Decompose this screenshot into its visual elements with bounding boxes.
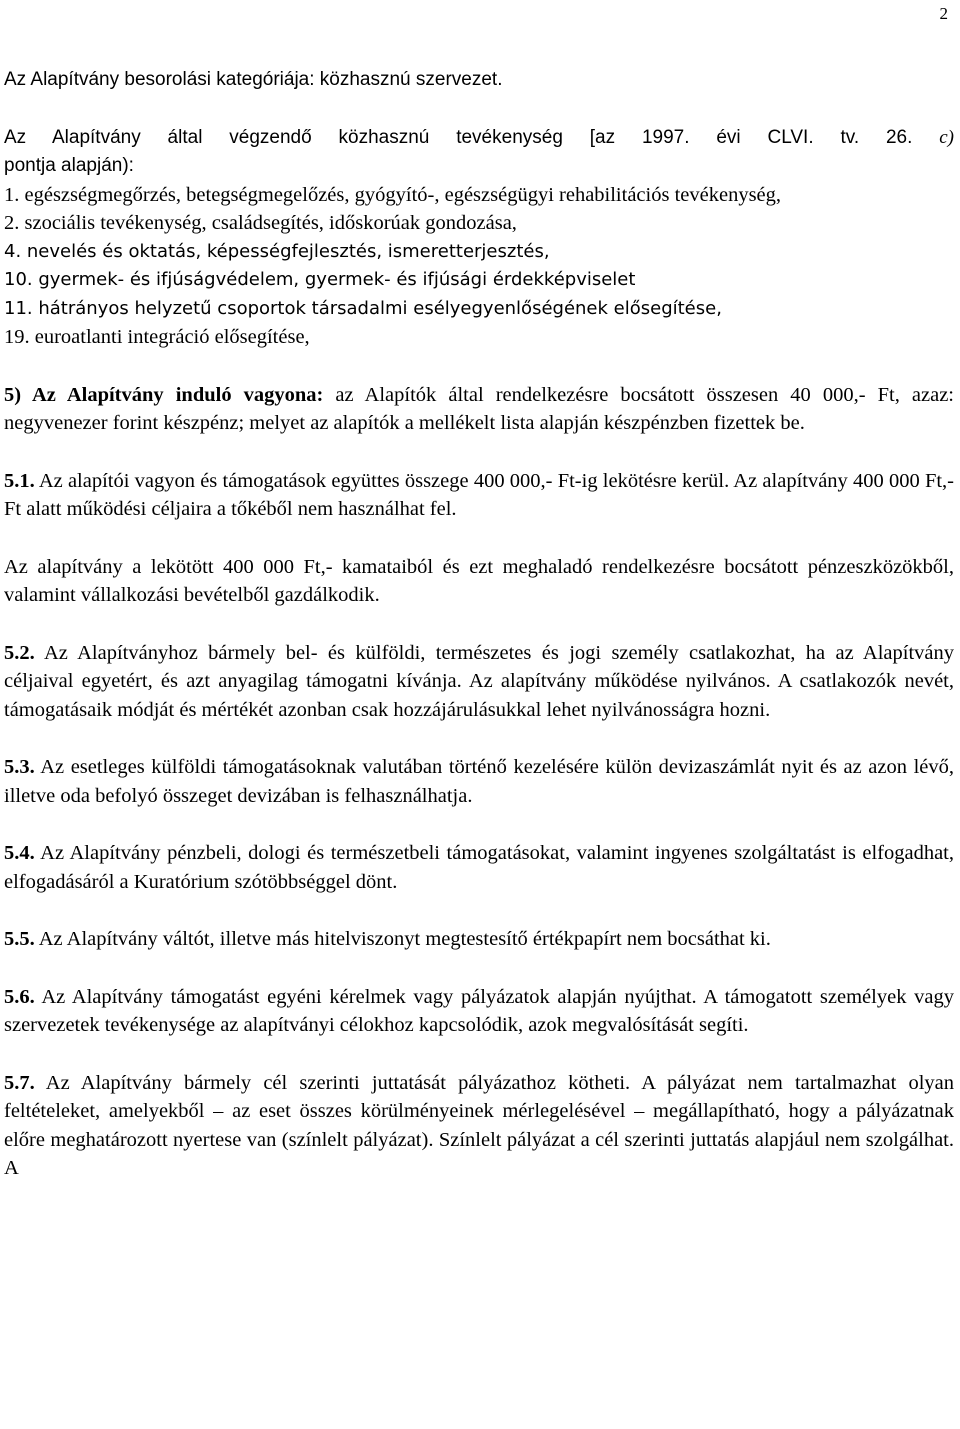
activity-list [4, 181, 954, 352]
section-5-6 [4, 983, 954, 1040]
activity-item: 2. szociális tevékenység, családsegítés, időskorúak gondozása, [4, 212, 517, 234]
activity-intro-text: Az Alapítvány által végzendő közhasznú tevékenység [az 1997. évi CLVI. tv. 26. [4, 126, 913, 148]
document-body [4, 66, 954, 1183]
section-5-3-label: 5.3. [4, 756, 35, 778]
section-5-4-label: 5.4. [4, 842, 35, 864]
activity-item: 1. egészségmegőrzés, betegségmegelőzés, gyógyító-, egészségügyi rehabilitációs tevékenység, [4, 183, 782, 206]
section-5-5-text: Az Alapítvány váltót, illetve más hitelviszonyt megtestesítő értékpapírt nem bocsáthat ki. [38, 928, 771, 950]
section-5-2-label: 5.2. [4, 641, 35, 664]
section-5-7-text: Az Alapítvány bármely cél szerinti juttatását pályázathoz kötheti. A pályázat nem tartalmazhat olyan feltételeket, amelyekből – az eset összes körülményeinek mérlegelésével – megállapítható, hogy a pályázatnak előre meghatározott nyertese van (színlelt pályázat). Színlelt pályázat a cél szerinti juttatás alapjául nem szolgálhat. A [4, 1071, 954, 1179]
category-line: Az Alapítvány besorolási kategóriája: közhasznú szervezet. [4, 69, 503, 90]
section-5-1-text: Az alapítói vagyon és támogatások együttes összege 400 000,- Ft-ig lekötésre kerül. Az alapítvány 400 000 Ft,- Ft alatt működési céljaira a tőkéből nem használhat fel. [4, 469, 954, 520]
section-5-5-label: 5.5. [4, 928, 35, 950]
section-5-1-para2: Az alapítvány a lekötött 400 000 Ft,- kamataiból és ezt meghaladó rendelkezésre bocsátott pénzeszközökből, valamint vállalkozási bevételből gazdálkodik. [4, 555, 954, 606]
section-5-2 [4, 639, 954, 725]
section-5-2-text: Az Alapítványhoz bármely bel- és külföldi, természetes és jogi személy csatlakozhat, ha az Alapítvány céljaival egyetért, és azt anyagilag támogatni kívánja. Az alapítvány működése nyilvános. A csatlakozók nevét, támogatásaik módját és mértékét azonban csak hozzájárulásukkal lehet nyilvánosságra hozni. [4, 641, 954, 721]
section-5 [4, 381, 954, 438]
activity-intro [4, 124, 954, 153]
section-5-text: az Alapítók által rendelkezésre bocsátott összesen 40 000,- Ft, azaz: negyvenezer forint készpénz; melyet az alapítók a mellékelt lista alapján készpénzben fizettek be. [4, 383, 954, 434]
section-5-4-text: Az Alapítvány pénzbeli, dologi és természetbeli támogatásokat, valamint ingyenes szolgáltatást is elfogadhat, elfogadásáról a Kuratórium szótöbbséggel dönt. [4, 842, 954, 893]
activity-intro-letter: c) [939, 126, 955, 148]
section-5-7-label: 5.7. [4, 1071, 35, 1094]
section-5-label: 5) Az Alapítvány induló vagyona: [4, 383, 324, 406]
section-5-4 [4, 839, 954, 896]
page-number: 2 [939, 4, 948, 23]
section-5-7 [4, 1069, 954, 1183]
section-5-3-text: Az esetleges külföldi támogatásoknak valutában történő kezelésére külön devizaszámlát nyit és az azon lévő, illetve oda befolyó összeget devizában is felhasználhatja. [4, 756, 954, 807]
section-5-1-label: 5.1. [4, 469, 35, 492]
section-5-6-label: 5.6. [4, 985, 35, 1008]
activity-intro-cont: pontja alapján): [4, 155, 134, 176]
section-5-3 [4, 753, 954, 810]
activity-item: 10. gyermek- és ifjúságvédelem, gyermek- és ifjúsági érdekképviselet [4, 269, 636, 290]
section-5-5 [4, 925, 954, 954]
section-5-1 [4, 467, 954, 524]
activity-item: 19. euroatlanti integráció elősegítése, [4, 326, 310, 348]
activity-item: 4. nevelés és oktatás, képességfejlesztés, ismeretterjesztés, [4, 240, 550, 262]
section-5-6-text: Az Alapítvány támogatást egyéni kérelmek vagy pályázatok alapján nyújthat. A támogatott személyek vagy szervezetek tevékenysége az alapítványi célokhoz kapcsolódik, azok megvalósítását segíti. [4, 985, 954, 1036]
activity-item: 11. hátrányos helyzetű csoportok társadalmi esélyegyenlőségének elősegítése, [4, 297, 722, 319]
